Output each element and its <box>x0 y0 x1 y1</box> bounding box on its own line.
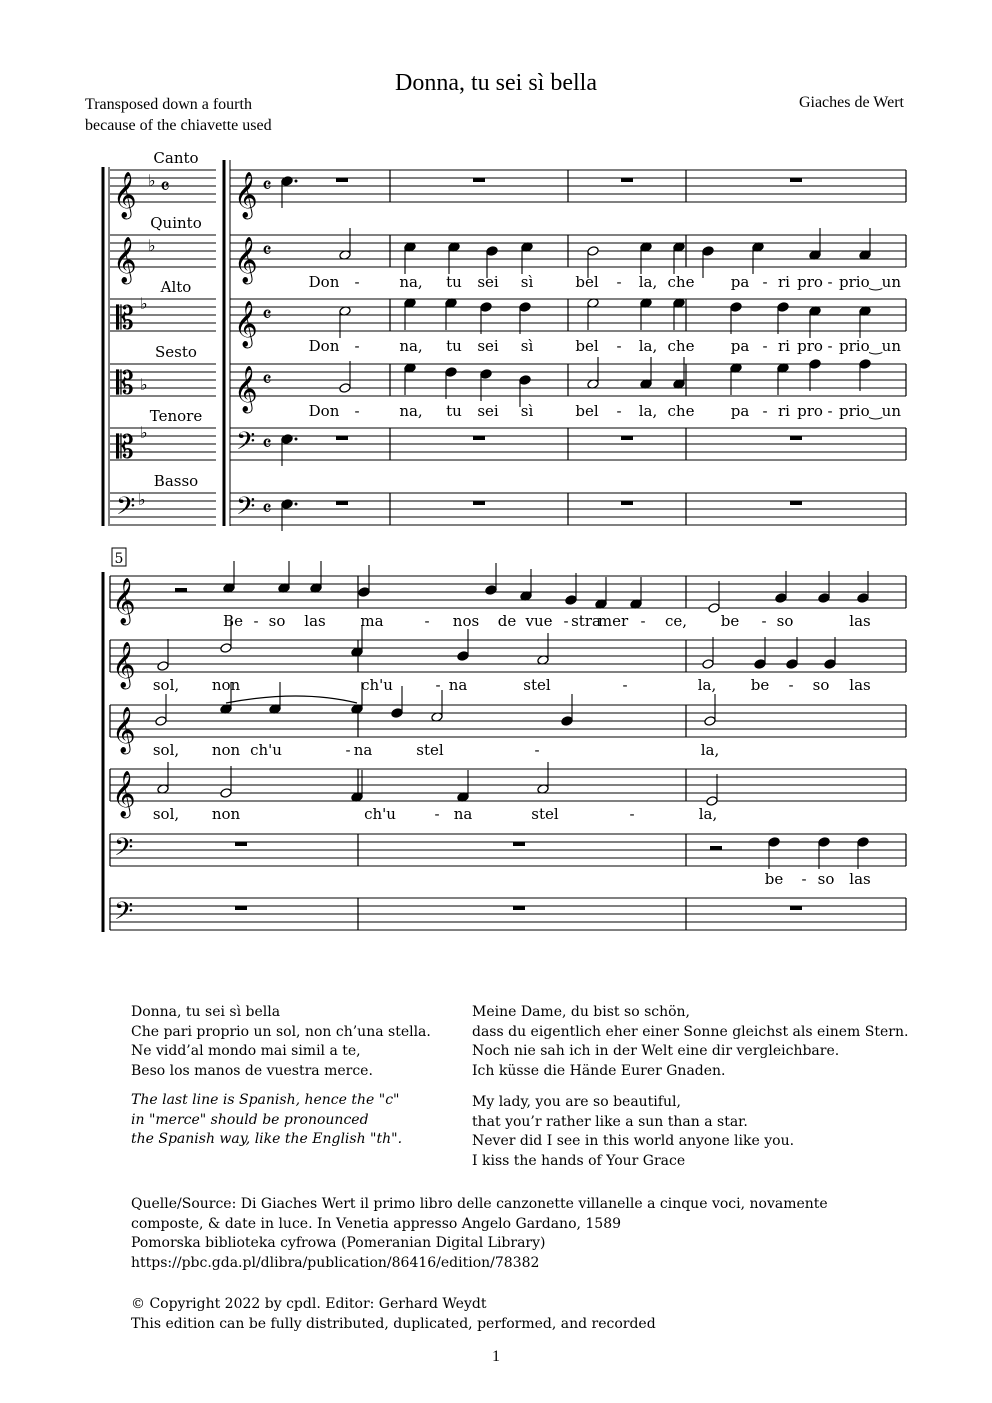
note-head <box>445 367 457 378</box>
sesto-syllable: la, <box>698 805 718 823</box>
voice-name-label: Alto <box>160 278 192 296</box>
note-head <box>565 595 577 606</box>
whole-rest-icon <box>473 178 485 182</box>
canto-syllable: vue <box>525 612 553 630</box>
note-head <box>775 593 787 604</box>
german-line-4: Ich küsse die Hände Eurer Gnaden. <box>472 1062 726 1079</box>
voice-name-label: Canto <box>153 149 199 167</box>
dot <box>295 180 298 183</box>
common-time-icon: 𝄴 <box>262 303 272 328</box>
sesto-syllable: - <box>616 402 622 420</box>
sesto-syllable: non <box>211 805 241 823</box>
note-head <box>561 716 573 727</box>
half-rest-icon <box>710 846 722 850</box>
canto-syllable: nos <box>452 612 480 630</box>
english-line-1: My lady, you are so beautiful, <box>472 1094 681 1110</box>
quinto-syllable: so <box>812 676 830 694</box>
sesto-syllable: - <box>629 805 635 823</box>
alto-syllable: la, <box>700 741 720 759</box>
bass-clef-icon: 𝄢 <box>236 427 256 462</box>
note-head <box>358 587 370 598</box>
quinto-syllable: sì <box>520 273 534 291</box>
quinto-syllable: non <box>211 676 241 694</box>
dotted-half-note <box>281 176 293 187</box>
copyright-notice <box>131 1295 656 1334</box>
alto-syllable: che <box>667 337 695 355</box>
whole-rest-icon <box>473 501 485 505</box>
canto-syllable: be <box>720 612 740 630</box>
canto-syllable: - <box>424 612 430 630</box>
alto-syllable: non <box>211 741 241 759</box>
voice-name-label: Basso <box>153 472 199 490</box>
treble-clef-icon: 𝄞 <box>113 237 137 283</box>
canto-syllable: - <box>640 612 646 630</box>
treble-clef-icon: 𝄞 <box>113 172 137 218</box>
alto-syllable: ch'u <box>250 741 282 759</box>
italian-line-3: Ne vidd’al mondo mai simil a te, <box>131 1043 361 1059</box>
quinto-syllable: na <box>448 676 468 694</box>
sesto-syllable: bel <box>575 402 599 420</box>
cut-time-icon: 𝄴 <box>160 175 170 200</box>
source-url: https://pbc.gda.pl/dlibra/publication/86416/edition/78382 <box>131 1254 540 1271</box>
common-time-icon: 𝄴 <box>262 432 272 457</box>
tenore-syllable: - <box>801 870 807 888</box>
alto-syllable: - <box>354 337 360 355</box>
sesto-syllable: sei <box>477 402 499 420</box>
treble-clef-icon: 𝄞 <box>234 172 258 218</box>
note-head <box>809 359 821 370</box>
canto-syllable: - <box>563 612 569 630</box>
flat-icon: ♭ <box>140 423 148 442</box>
whole-rest-icon <box>790 501 802 505</box>
common-time-icon: 𝄴 <box>262 174 272 199</box>
tenore-syllable: be <box>764 870 784 888</box>
treble-clef-icon: 𝄞 <box>112 771 136 817</box>
note-head <box>708 603 720 614</box>
note-head <box>485 585 497 596</box>
alto-syllable: na, <box>399 337 423 355</box>
canto-syllable: so <box>776 612 794 630</box>
source-line-2: composte, & date in luce. In Venetia appresso Angelo Gardano, 1589 <box>131 1215 622 1232</box>
note-head <box>859 359 871 370</box>
pronunciation-note <box>131 1091 402 1150</box>
german-line-2: dass du eigentlich eher einer Sonne gleichst als einem Stern. <box>472 1023 909 1040</box>
note-head <box>857 837 869 848</box>
note-head <box>486 246 498 257</box>
sesto-syllable: - <box>354 402 360 420</box>
whole-rest-icon <box>621 436 633 440</box>
quinto-syllable: ch'u <box>361 676 393 694</box>
note-head <box>818 837 830 848</box>
copyright-line-2: This edition can be fully distributed, duplicated, performed, and recorded <box>131 1315 656 1332</box>
alto-syllable: la, <box>638 337 658 355</box>
italian-line-1: Donna, tu sei sì bella <box>131 1004 281 1020</box>
note-line-2: in "merce" should be pronounced <box>131 1111 369 1128</box>
page-title: Donna, tu sei sì bella <box>395 70 597 96</box>
quinto-syllable: na, <box>399 273 423 291</box>
flat-icon: ♭ <box>138 490 146 509</box>
c-clef-icon: 𝄡 <box>116 299 134 337</box>
whole-rest-icon <box>621 178 633 182</box>
bass-clef-icon: 𝄢 <box>114 897 134 932</box>
note-head <box>768 837 780 848</box>
source-line-1: Quelle/Source: Di Giaches Wert il primo libro delle canzonette villanelle a cinque voci, novamente <box>131 1196 828 1212</box>
whole-rest-icon <box>336 436 348 440</box>
sesto-syllable: che <box>667 402 695 420</box>
quinto-syllable: - <box>762 273 768 291</box>
quinto-syllable: bel <box>575 273 599 291</box>
quinto-syllable: sol, <box>152 676 180 694</box>
sesto-syllable: la, <box>638 402 658 420</box>
flat-icon: ♭ <box>140 294 148 313</box>
canto-syllable: stra <box>571 612 601 630</box>
english-line-3: Never did I see in this world anyone like you. <box>472 1133 795 1149</box>
whole-rest-icon <box>235 906 247 910</box>
note-head <box>339 383 351 394</box>
italian-line-4: Beso los manos de vuestra merce. <box>131 1062 373 1079</box>
note-head <box>702 659 714 670</box>
voice-name-label: Quinto <box>150 214 202 232</box>
alto-syllable: sì <box>520 337 534 355</box>
alto-syllable: ri <box>778 337 790 355</box>
whole-rest-icon <box>336 501 348 505</box>
voice-name-label: Sesto <box>155 343 197 361</box>
page-number: 1 <box>492 1348 500 1365</box>
canto-syllable: ce, <box>664 612 688 630</box>
note-head <box>157 661 169 672</box>
whole-rest-icon <box>790 178 802 182</box>
sesto-syllable: Don <box>308 402 340 420</box>
note-line-1: The last line is Spanish, hence the "c" <box>131 1092 400 1108</box>
quinto-syllable: stel <box>523 676 551 694</box>
common-time-icon: 𝄴 <box>262 239 272 264</box>
flat-icon: ♭ <box>140 375 148 394</box>
whole-rest-icon <box>473 436 485 440</box>
quinto-syllable: prio‿un <box>839 273 901 291</box>
german-line-1: Meine Dame, du bist so schön, <box>472 1004 691 1020</box>
sesto-syllable: sol, <box>152 805 180 823</box>
note-head <box>391 708 403 719</box>
tenore-syllable: so <box>817 870 835 888</box>
alto-syllable: sol, <box>152 741 180 759</box>
english-line-4: I kiss the hands of Your Grace <box>472 1152 686 1169</box>
common-time-icon: 𝄴 <box>262 368 272 393</box>
sesto-syllable: stel <box>531 805 559 823</box>
quinto-syllable: ri <box>778 273 790 291</box>
bass-clef-icon: 𝄢 <box>236 492 256 527</box>
canto-syllable: mer <box>597 612 629 630</box>
flat-icon: ♭ <box>148 236 156 255</box>
note-head <box>480 369 492 380</box>
sesto-syllable: prio‿un <box>839 402 901 420</box>
sesto-syllable: na, <box>399 402 423 420</box>
tie-slur <box>226 696 357 703</box>
sesto-syllable: tu <box>446 402 462 420</box>
sesto-syllable: na <box>453 805 473 823</box>
alto-syllable: tu <box>446 337 462 355</box>
note-head <box>457 651 469 662</box>
quinto-syllable: - <box>788 676 794 694</box>
quinto-syllable: la, <box>697 676 717 694</box>
sesto-syllable: pro <box>797 402 823 420</box>
treble-clef-icon: 𝄞 <box>234 237 258 283</box>
italian-line-2: Che pari proprio un sol, non ch’una stella. <box>131 1023 431 1040</box>
canto-syllable: - <box>253 612 259 630</box>
tenore-syllable: las <box>849 870 871 888</box>
note-head <box>824 659 836 670</box>
common-time-icon: 𝄴 <box>262 497 272 522</box>
copyright-line-1: © Copyright 2022 by cpdl. Editor: Gerhard Weydt <box>131 1296 487 1312</box>
source-line-3: Pomorska biblioteka cyfrowa (Pomeranian Digital Library) <box>131 1235 546 1251</box>
note-head <box>220 643 232 654</box>
italian-lyrics <box>131 1003 431 1081</box>
note-head <box>857 593 869 604</box>
alto-syllable: sei <box>477 337 499 355</box>
canto-syllable: las <box>849 612 871 630</box>
canto-syllable: de <box>497 612 517 630</box>
canto-syllable: las <box>304 612 326 630</box>
c-clef-icon: 𝄡 <box>116 428 134 466</box>
canto-syllable: ma <box>360 612 384 630</box>
note-line-3: the Spanish way, like the English "th". <box>131 1131 403 1147</box>
alto-syllable: prio‿un <box>839 337 901 355</box>
sesto-syllable: ri <box>778 402 790 420</box>
treble-clef-icon: 𝄞 <box>112 642 136 688</box>
treble-clef-icon: 𝄞 <box>112 707 136 753</box>
composer-name: Giaches de Wert <box>798 94 904 111</box>
flat-icon: ♭ <box>148 171 156 190</box>
measure-number: 5 <box>114 551 124 567</box>
alto-syllable: pro <box>797 337 823 355</box>
note-head <box>704 716 716 727</box>
quinto-syllable: Don <box>308 273 340 291</box>
quinto-syllable: - <box>616 273 622 291</box>
bass-clef-icon: 𝄢 <box>116 492 136 527</box>
quinto-syllable: - <box>435 676 441 694</box>
treble-clef-icon: 𝄞 <box>234 366 258 412</box>
canto-syllable: Be <box>223 612 243 630</box>
quinto-syllable: tu <box>446 273 462 291</box>
note-head <box>786 659 798 670</box>
treble-clef-icon: 𝄞 <box>112 578 136 624</box>
whole-rest-icon <box>513 842 525 846</box>
canto-syllable: - <box>761 612 767 630</box>
sesto-syllable: - <box>762 402 768 420</box>
quinto-syllable: pa <box>730 273 750 291</box>
sesto-syllable: ch'u <box>364 805 396 823</box>
quinto-syllable: la, <box>638 273 658 291</box>
alto-syllable: Don <box>308 337 340 355</box>
quinto-syllable: sei <box>477 273 499 291</box>
german-line-3: Noch nie sah ich in der Welt eine dir vergleichbare. <box>472 1043 840 1059</box>
sesto-syllable: pa <box>730 402 750 420</box>
half-rest-icon <box>175 588 187 592</box>
alto-syllable: - <box>534 741 540 759</box>
transposition-line-1: Transposed down a fourth <box>85 96 252 113</box>
quinto-syllable: pro <box>797 273 823 291</box>
quinto-syllable: che <box>667 273 695 291</box>
note-head <box>702 246 714 257</box>
alto-syllable: - <box>616 337 622 355</box>
quinto-syllable: be <box>750 676 770 694</box>
whole-rest-icon <box>790 436 802 440</box>
dot <box>295 503 298 506</box>
note-head <box>155 716 167 727</box>
bass-clef-icon: 𝄢 <box>114 833 134 868</box>
quinto-syllable: - <box>827 273 833 291</box>
whole-rest-icon <box>235 842 247 846</box>
alto-syllable: pa <box>730 337 750 355</box>
sesto-syllable: - <box>434 805 440 823</box>
note-head <box>220 788 232 799</box>
note-head <box>818 593 830 604</box>
c-clef-icon: 𝄡 <box>116 364 134 402</box>
german-translation <box>472 1003 908 1081</box>
note-head <box>480 302 492 313</box>
alto-syllable: - <box>762 337 768 355</box>
whole-rest-icon <box>336 178 348 182</box>
transposition-line-2: because of the chiavette used <box>85 117 272 134</box>
note-head <box>519 375 531 386</box>
alto-syllable: - <box>345 741 351 759</box>
note-head <box>754 659 766 670</box>
dotted-half-note <box>281 434 293 445</box>
source-citation <box>131 1195 828 1273</box>
sesto-syllable: - <box>827 402 833 420</box>
canto-syllable: so <box>268 612 286 630</box>
alto-syllable: na <box>353 741 373 759</box>
note-head <box>730 302 742 313</box>
treble-clef-icon: 𝄞 <box>234 301 258 347</box>
sesto-syllable: sì <box>520 402 534 420</box>
dot <box>295 438 298 441</box>
alto-syllable: stel <box>416 741 444 759</box>
note-head <box>587 246 599 257</box>
alto-syllable: - <box>827 337 833 355</box>
quinto-syllable: - <box>354 273 360 291</box>
voice-name-label: Tenore <box>149 407 203 425</box>
quinto-syllable: las <box>849 676 871 694</box>
note-head <box>777 302 789 313</box>
dotted-half-note <box>281 499 293 510</box>
whole-rest-icon <box>513 906 525 910</box>
alto-syllable: bel <box>575 337 599 355</box>
whole-rest-icon <box>621 501 633 505</box>
note-head <box>519 302 531 313</box>
english-translation <box>472 1093 794 1171</box>
whole-rest-icon <box>790 906 802 910</box>
english-line-2: that you’r rather like a sun than a star. <box>472 1113 748 1130</box>
quinto-syllable: - <box>622 676 628 694</box>
